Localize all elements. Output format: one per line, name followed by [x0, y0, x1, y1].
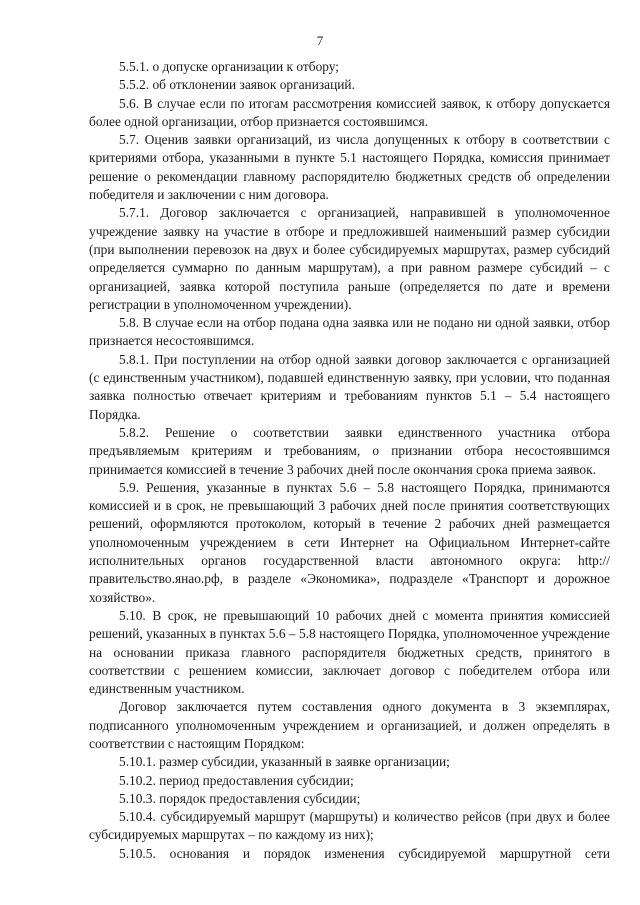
paragraph-5-10-3: 5.10.3. порядок предоставления субсидии;	[119, 790, 361, 806]
page-number: 7	[316, 33, 324, 48]
paragraph-5-5-2: 5.5.2. об отклонении заявок организаций.	[119, 77, 355, 93]
paragraph-5-7-1: 5.7.1. Договор заключается с организацией, направившей в уполномоченное учреждение заявку на участие в отборе и предложившей наименьший размер субсидии (при выполнении перевозок на двух и более субсидируемых маршрутах, размер субсидий определяется суммарно по данным маршрутам), а при равном размере субсидий – с организацией, заявка которой поступила раньше (определяется по дате и времени регистрации в уполномоченном учреждении).	[89, 205, 610, 312]
paragraph-5-5-1: 5.5.1. о допуске организации к отбору;	[119, 59, 340, 74]
paragraph-5-10: 5.10. В срок, не превышающий 10 рабочих дней с момента принятия комиссией решений, указанных в пунктах 5.6 – 5.8 настоящего Порядка, уполномоченное учреждение на основании приказа главного распорядителя бюджетных средств, принятого в соответствии с решением комиссии, заключает договор с победителем отбора или единственным участником.	[89, 607, 610, 697]
paragraph-5-7: 5.7. Оценив заявки организаций, из числа допущенных к отбору в соответствии с критериями отбора, указанными в пункте 5.1 настоящего Порядка, комиссия принимает решение о рекомендации главному распорядителю бюджетных средств об определении победителя и заключении с ним договора.	[89, 132, 610, 203]
paragraph-5-10-1: 5.10.1. размер субсидии, указанный в заявке организации;	[119, 754, 450, 770]
paragraph-5-8-2: 5.8.2. Решение о соответствии заявки единственного участника отбора предъявляемым критериям и требованиям, о признании отбора несостоявшимся принимается комиссией в течение 3 рабочих дней после окончания срока приема заявок.	[89, 424, 610, 477]
paragraph-5-10-4: 5.10.4. субсидируемый маршрут (маршруты) и количество рейсов (при двух и более субсидируемых маршрутах – по каждому из них);	[89, 809, 610, 843]
paragraph-5-8-1: 5.8.1. При поступлении на отбор одной заявки договор заключается с организацией (с единственным участником), подавшей единственную заявку, при условии, что поданная заявка полностью отвечает критериям и требованиям пунктов 5.1 – 5.4 настоящего Порядка.	[89, 351, 610, 422]
paragraph-5-10-5: 5.10.5. основания и порядок изменения субсидируемой маршрутной сети	[119, 845, 610, 861]
paragraph-contract-intro: Договор заключается путем составления одного документа в 3 экземплярах, подписанного уполномоченным учреждением и организацией, и должен определять в соответствии с настоящим Порядком:	[89, 699, 610, 751]
paragraph-5-8: 5.8. В случае если на отбор подана одна заявка или не подано ни одной заявки, отбор признается несостоявшимся.	[89, 315, 610, 349]
document-body	[89, 58, 610, 863]
paragraph-5-9: 5.9. Решения, указанные в пунктах 5.6 – 5.8 настоящего Порядка, принимаются комиссией и в срок, не превышающий 3 рабочих дней после принятия соответствующих решений, оформляются протоколом, который в течение 2 рабочих дней размещается уполномоченным учреждением в сети Интернет на Официальном Интернет-сайте исполнительных органов государственной власти автономного округа: http://правительство.янао.рф, в разделе «Экономика», подразделе «Транспорт и дорожное хозяйство».	[89, 479, 610, 605]
paragraph-5-6: 5.6. В случае если по итогам рассмотрения комиссией заявок, к отбору допускается более одной организации, отбор признается состоявшимся.	[89, 95, 610, 129]
paragraph-5-10-2: 5.10.2. период предоставления субсидии;	[119, 772, 354, 788]
